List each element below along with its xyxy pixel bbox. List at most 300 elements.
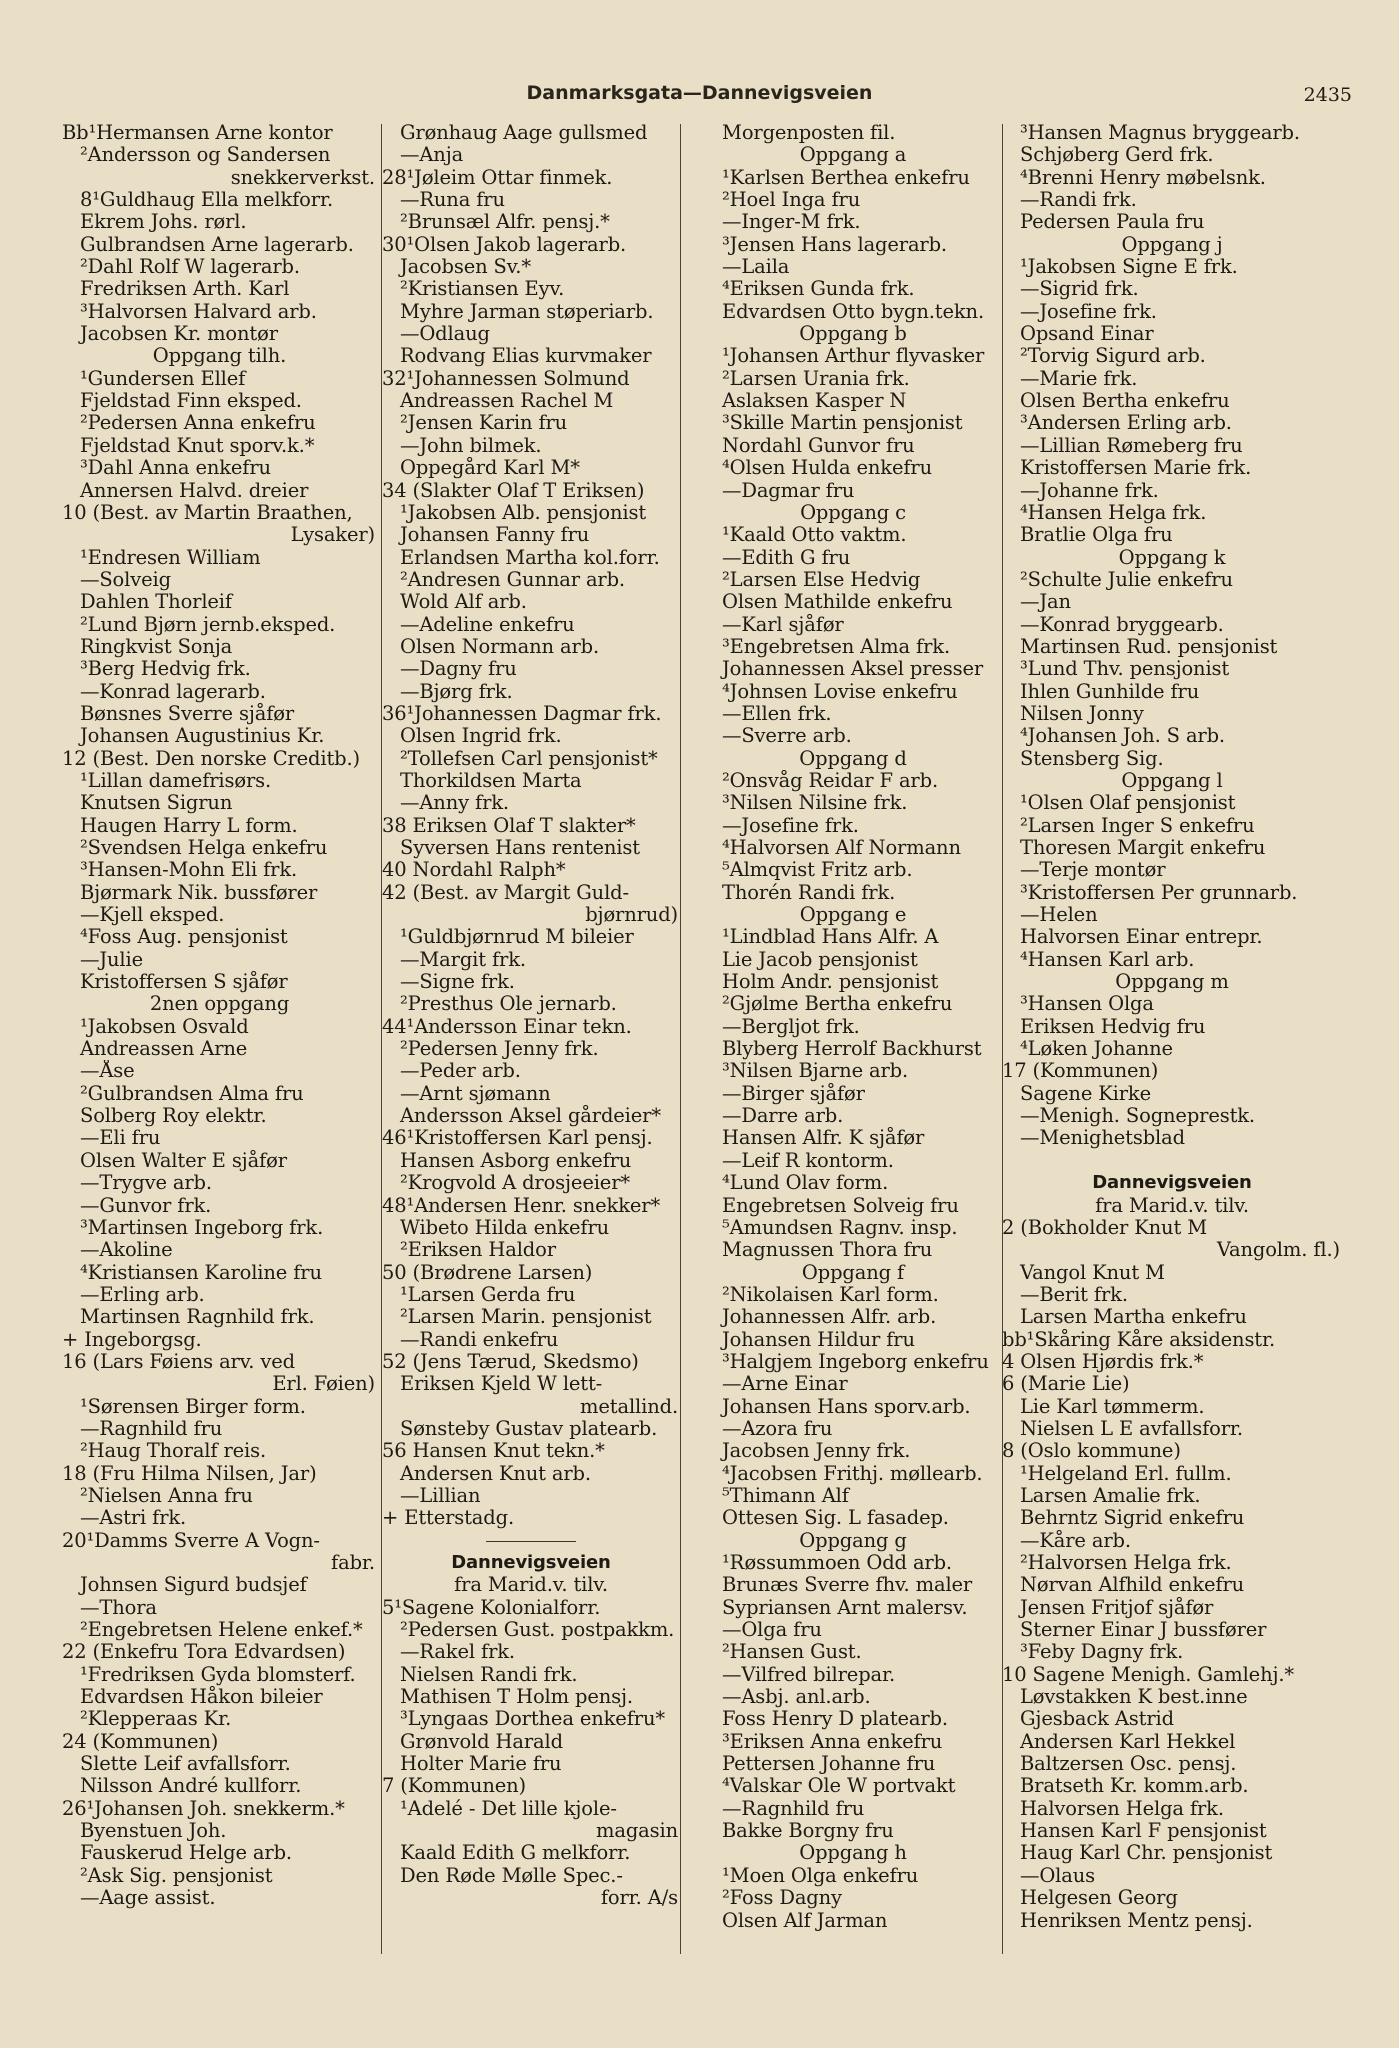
directory-line: ²Andresen Gunnar arb. [400,568,625,591]
directory-line: Halvorsen Helga frk. [1020,1797,1224,1820]
directory-line: ³Halgjem Ingeborg enkefru [722,1350,989,1373]
directory-line [1002,1150,1342,1172]
directory-line: Olsen Normann arb. [400,635,600,658]
section-heading: Oppgang f [801,1261,905,1284]
directory-line: bb¹Skåring Kåre aksidenstr. [1002,1328,1276,1351]
directory-line: Behrntz Sigrid enkefru [1020,1507,1245,1530]
directory-line: 34 (Slakter Olaf T Eriksen) [382,479,645,502]
directory-line: —Olga fru [722,1619,822,1642]
directory-line: 18 (Fru Hilma Nilsen, Jar) [62,1462,317,1485]
directory-line: —Signe frk. [400,971,515,994]
directory-line: —Leif R kontorm. [722,1149,894,1172]
directory-line: Solberg Roy elektr. [80,1105,267,1128]
directory-line: Bakke Borgny fru [722,1820,894,1843]
directory-line: bjørnrud) [585,904,678,927]
directory-line: —Anja [400,144,464,167]
directory-line: —Bjørg frk. [400,680,513,703]
directory-line: —Olaus [1020,1864,1096,1887]
directory-line: —Randi frk. [1020,189,1137,212]
directory-line: ⁵Thimann Alf [722,1484,849,1507]
directory-line: —Konrad lagerarb. [80,680,266,703]
directory-line: —Jan [1020,591,1071,614]
directory-line: ²Larsen Inger S enkefru [1020,814,1255,837]
directory-line: ³Nilsen Nilsine frk. [722,792,908,815]
directory-line: ¹Jakobsen Alb. pensjonist [400,501,647,524]
directory-line: 22 (Enkefru Tora Edvardsen) [62,1641,346,1664]
directory-line: ⁴Løken Johanne [1020,1038,1173,1061]
directory-line: ²Krogvold A drosjeeier* [400,1172,630,1195]
directory-line: Olsen Alf Jarman [722,1909,888,1932]
directory-line: Andersson Aksel gårdeier* [400,1105,661,1128]
directory-line: ⁴Hansen Karl arb. [1020,948,1195,971]
page-title: Danmarksgata—Dannevigsveien [526,82,873,104]
directory-line: —Asbj. anl.arb. [722,1686,871,1709]
column-3 [704,122,1002,1932]
directory-line: ²Lund Bjørn jernb.eksped. [80,613,336,636]
directory-line: Johannessen Alfr. arb. [722,1306,937,1329]
directory-line: Annersen Halvd. dreier [80,479,309,502]
directory-line: ²Kristiansen Eyv. [400,278,565,301]
directory-line: —John bilmek. [400,434,542,457]
directory-line: Stensberg Sig. [1020,747,1164,770]
directory-line: —Peder arb. [400,1060,521,1083]
directory-line: ¹Endresen William [80,546,261,569]
directory-line: 6 (Marie Lie) [1002,1373,1130,1396]
column-divider [680,124,681,1954]
directory-line: ²Nikolaisen Karl form. [722,1283,939,1306]
directory-line: Nordahl Gunvor fru [722,434,915,457]
directory-line: Haugen Harry L form. [80,814,298,837]
directory-line: Oppegård Karl M* [400,457,580,480]
directory-line: Knutsen Sigrun [80,792,233,815]
directory-line: ¹Johansen Arthur flyvasker [722,345,985,368]
directory-line: Larsen Martha enkefru [1020,1306,1247,1329]
directory-line: ⁴Foss Aug. pensjonist [80,926,288,949]
directory-line: 50 (Brødrene Larsen) [382,1261,593,1284]
directory-line: Nørvan Alfhild enkefru [1020,1574,1245,1597]
directory-line: ³Jensen Hans lagerarb. [722,233,947,256]
street-heading: Dannevigsveien [451,1552,611,1573]
directory-line: Johansen Fanny fru [400,524,590,547]
directory-line: Jensen Fritjof sjåfør [1020,1596,1214,1619]
directory-line: Slette Leif avfallsforr. [80,1753,291,1776]
section-heading: Oppgang l [1121,769,1223,792]
directory-line: 44¹Andersson Einar tekn. [382,1015,632,1038]
section-heading: Oppgang tilh. [152,345,287,368]
directory-line: —Azora fru [722,1417,833,1440]
directory-line: ¹Jakobsen Osvald [80,1015,249,1038]
directory-line: 16 (Lars Føiens arv. ved [62,1350,295,1373]
directory-line: Thorkildsen Marta [400,769,582,792]
directory-line: Haug Karl Chr. pensjonist [1020,1842,1273,1865]
directory-line: ²Hoel Inga fru [722,189,861,212]
column-1 [62,122,377,1910]
directory-line: Bønsnes Sverre sjåfør [80,702,295,725]
directory-line: Lie Karl tømmerm. [1020,1395,1205,1418]
directory-line: —Marie frk. [1020,367,1138,390]
directory-line: Sagene Kirke [1020,1082,1151,1105]
directory-line: 40 Nordahl Ralph* [382,859,566,882]
directory-line: ²Brunsæl Alfr. pensj.* [400,211,610,234]
directory-line: —Lillian Rømeberg fru [1020,434,1243,457]
directory-line: —Margit frk. [400,948,526,971]
directory-line: Rodvang Elias kurvmaker [400,345,652,368]
section-heading: Oppgang m [1115,971,1229,994]
directory-line: ³Lyngaas Dorthea enkefru* [400,1708,665,1731]
directory-line: Lysaker) [290,524,375,547]
page-number: 2435 [1303,84,1352,106]
directory-line: —Erling arb. [80,1283,205,1306]
directory-line: Andreassen Arne [80,1038,248,1061]
directory-line: Sterner Einar J bussfører [1020,1619,1267,1642]
directory-line: ⁴Jacobsen Frithj. møllearb. [722,1462,983,1485]
directory-line: Johannessen Aksel presser [722,658,984,681]
directory-line: Syversen Hans rentenist [400,837,640,859]
directory-line: Aslaksen Kasper N [722,390,907,413]
directory-line: ⁴Valskar Ole W portvakt [722,1775,956,1798]
directory-line: 26¹Johansen Joh. snekkerm.* [62,1797,345,1820]
directory-line: ³Hansen-Mohn Eli frk. [80,859,298,882]
directory-line: ⁴Halvorsen Alf Normann [722,837,961,859]
directory-line: ¹Lindblad Hans Alfr. A [722,926,939,949]
directory-line: Myhre Jarman støperiarb. [400,300,654,323]
directory-line: —Kåre arb. [1020,1529,1131,1552]
directory-line: ²Gulbrandsen Alma fru [80,1082,304,1105]
directory-line: 8 (Oslo kommune) [1002,1440,1181,1463]
directory-line: Thorén Randi frk. [722,881,896,904]
directory-line: —Karl sjåfør [722,613,844,636]
directory-line: Olsen Ingrid frk. [400,725,562,748]
directory-line: ²Nielsen Anna fru [80,1484,253,1507]
directory-line: Blyberg Herrolf Backhurst [722,1038,982,1061]
directory-line: ²Onsvåg Reidar F arb. [722,769,938,792]
separator-rule [382,1530,680,1552]
section-heading: Oppgang d [799,747,907,770]
directory-line: Helgesen Georg [1020,1887,1178,1910]
directory-line: —Terje montør [1020,859,1166,882]
directory-line: Hansen Karl F pensjonist [1020,1820,1267,1843]
directory-line: ¹Moen Olga enkefru [722,1864,919,1887]
directory-line: Johansen Augustinius Kr. [80,725,325,748]
directory-line: Andreassen Rachel M [400,390,614,413]
directory-line: ¹Jakobsen Signe E frk. [1020,256,1238,279]
directory-line: ⁴Eriksen Gunda frk. [722,278,915,301]
directory-line: —Kjell eksped. [80,904,225,927]
directory-line: —Aage assist. [80,1887,216,1910]
directory-line: Edvardsen Håkon bileier [80,1686,323,1709]
directory-line: Hansen Asborg enkefru [400,1149,632,1172]
directory-line: ³Andersen Erling arb. [1020,412,1232,435]
directory-line: ²Ask Sig. pensjonist [80,1864,273,1887]
directory-line: Johansen Hans sporv.arb. [722,1395,971,1418]
directory-line: Schjøberg Gerd frk. [1020,144,1214,167]
directory-line: Sypriansen Arnt malersv. [722,1596,968,1619]
directory-line: ³Eriksen Anna enkefru [722,1730,943,1753]
directory-line: ²Larsen Urania frk. [722,367,910,390]
directory-line: —Astri frk. [80,1507,187,1530]
directory-line: Henriksen Mentz pensj. [1020,1909,1253,1932]
directory-line: Olsen Walter E sjåfør [80,1149,287,1172]
directory-line: ²Andersson og Sandersen [80,144,331,167]
directory-line: ³Martinsen Ingeborg frk. [80,1216,324,1239]
directory-line: Opsand Einar [1020,323,1154,346]
directory-line: —Åse [80,1060,135,1083]
directory-line: ⁴Johnsen Lovise enkefru [722,680,958,703]
directory-line: Baltzersen Osc. pensj. [1020,1753,1237,1776]
directory-line: metallind. [580,1395,678,1418]
directory-line: + Ingeborgsg. [62,1328,202,1351]
directory-line: Fauskerud Helge arb. [80,1842,292,1865]
directory-line: ²Halvorsen Helga frk. [1020,1552,1232,1574]
directory-line: Thoresen Margit enkefru [1020,837,1266,859]
directory-line: Bratseth Kr. komm.arb. [1020,1775,1249,1798]
directory-line: —Dagny fru [400,658,517,681]
directory-line: Eriksen Kjeld W lett- [400,1373,603,1396]
directory-line: ²Jensen Karin fru [400,412,568,435]
directory-line: Bratlie Olga fru [1020,524,1173,547]
directory-line: Den Røde Mølle Spec.- [400,1864,623,1887]
directory-line: 2 (Bokholder Knut M [1002,1216,1208,1239]
directory-line: Vangolm. fl.) [1216,1239,1340,1262]
directory-line: Wibeto Hilda enkefru [400,1216,610,1239]
directory-line: Halvorsen Einar entrepr. [1020,926,1263,949]
section-heading: Oppgang c [800,501,906,524]
directory-line: Ihlen Gunhilde fru [1020,680,1200,703]
directory-line: fabr. [331,1552,375,1574]
directory-line: Kristoffersen Marie frk. [1020,457,1252,480]
column-2 [382,122,680,1910]
directory-line: ²Klepperaas Kr. [80,1708,232,1731]
directory-line: Holm Andr. pensjonist [722,971,939,994]
column-4 [1002,122,1342,1932]
directory-line: —Randi enkefru [400,1328,559,1351]
directory-line: —Lillian [400,1484,481,1507]
directory-line: ¹Olsen Olaf pensjonist [1020,792,1236,815]
directory-line: —Helen [1020,904,1098,927]
directory-line: —Anny frk. [400,792,509,815]
directory-line: ²Hansen Gust. [722,1641,862,1664]
directory-line: Eriksen Hedvig fru [1020,1015,1206,1038]
directory-line: Johnsen Sigurd budsjef [80,1574,307,1597]
directory-line: —Darre arb. [722,1105,844,1128]
directory-line: 36¹Johannessen Dagmar frk. [382,702,662,725]
directory-line: ¹Helgeland Erl. fullm. [1020,1462,1232,1485]
directory-line: Erlandsen Martha kol.forr. [400,546,660,569]
section-heading: Oppgang h [799,1842,907,1865]
directory-line: ¹Lillan damefrisørs. [80,769,272,792]
directory-line: ³Berg Hedvig frk. [80,658,251,681]
directory-line: Løvstakken K best.inne [1020,1686,1248,1709]
directory-line: Holter Marie fru [400,1753,562,1776]
directory-line: snekkerverkst. [230,166,375,189]
directory-line: —Arne Einar [722,1373,848,1396]
section-heading: 2nen oppgang [149,993,290,1016]
section-heading: Oppgang j [1121,233,1223,256]
directory-line: 32¹Johannessen Solmund [382,367,630,390]
directory-line: Olsen Bertha enkefru [1020,390,1230,413]
directory-line: —Eli fru [80,1127,161,1150]
directory-line: magasin [596,1820,678,1843]
directory-line: Jacobsen Kr. montør [80,323,278,346]
directory-line: 38 Eriksen Olaf T slakter* [382,814,636,837]
directory-line: Grønvold Harald [400,1730,563,1753]
directory-line: Larsen Amalie frk. [1020,1484,1201,1507]
directory-line: 30¹Olsen Jakob lagerarb. [382,233,627,256]
directory-line: ²Presthus Ole jernarb. [400,993,617,1016]
directory-line: 4 Olsen Hjørdis frk.* [1002,1350,1204,1373]
directory-line: ²Svendsen Helga enkefru [80,837,328,859]
directory-line: ²Dahl Rolf W lagerarb. [80,256,300,279]
directory-line: Nilsen Jonny [1020,702,1144,725]
directory-line: Ottesen Sig. L fasadep. [722,1507,949,1530]
directory-line: Wold Alf arb. [400,591,527,614]
directory-line: 20¹Damms Sverre A Vogn- [62,1529,320,1552]
directory-line: 28¹Jøleim Ottar finmek. [382,166,613,189]
directory-line: —Julie [80,948,143,971]
directory-line: —Solveig [80,568,171,591]
directory-line: 24 (Kommunen) [62,1730,219,1753]
directory-line: ³Hansen Magnus bryggearb. [1020,122,1300,144]
directory-line: ¹Gundersen Ellef [80,367,246,390]
directory-line: —Ragnhild fru [722,1797,865,1820]
directory-line: ²Schulte Julie enkefru [1020,568,1233,591]
section-heading: Oppgang a [799,144,907,167]
directory-line: ³Feby Dagny frk. [1020,1641,1184,1664]
directory-line: Fjeldstad Finn eksped. [80,390,302,413]
directory-line: —Sigrid frk. [1020,278,1139,301]
directory-line: Magnussen Thora fru [722,1239,933,1262]
directory-line: ³Halvorsen Halvard arb. [80,300,317,323]
directory-line: ¹Adelé - Det lille kjole- [400,1797,617,1820]
directory-line: ³Dahl Anna enkefru [80,457,271,480]
directory-line: Fredriksen Arth. Karl [80,278,290,301]
directory-line: Edvardsen Otto bygn.tekn. [722,300,985,323]
directory-line: Gulbrandsen Arne lagerarb. [80,233,354,256]
directory-line: —Ellen frk. [722,702,832,725]
directory-line: —Josefine frk. [722,814,859,837]
directory-line: Andersen Karl Hekkel [1020,1730,1236,1753]
directory-line: ³Lund Thv. pensjonist [1020,658,1230,681]
directory-line: —Adeline enkefru [400,613,575,636]
directory-line: —Johanne frk. [1020,479,1159,502]
directory-line: —Akoline [80,1239,173,1262]
directory-line: —Josefine frk. [1020,300,1157,323]
directory-line: ⁴Brenni Henry møbelsnk. [1020,166,1266,189]
directory-line: Martinsen Ragnhild frk. [80,1306,315,1329]
directory-line: —Vilfred bilrepar. [722,1663,896,1686]
directory-line: ²Tollefsen Carl pensjonist* [400,747,658,770]
directory-line: —Laila [722,256,790,279]
directory-line: Johansen Hildur fru [722,1328,915,1351]
section-heading: Oppgang k [1118,546,1226,569]
directory-line: 12 (Best. Den norske Creditb.) [62,747,360,770]
directory-line: ²Foss Dagny [722,1887,842,1910]
directory-line: ¹Kaald Otto vaktm. [722,524,907,547]
directory-line: Sønsteby Gustav platearb. [400,1417,658,1440]
directory-line: + Etterstadg. [382,1507,514,1530]
section-heading: Oppgang g [799,1529,907,1552]
directory-line: ²Larsen Marin. pensjonist [400,1306,652,1329]
directory-line: Fjeldstad Knut sporv.k.* [80,434,315,457]
directory-line: —Ragnhild fru [80,1417,223,1440]
directory-line: ¹Sørensen Birger form. [80,1395,306,1418]
directory-line: Martinsen Rud. pensjonist [1020,635,1278,658]
directory-line: Vangol Knut M [1020,1261,1165,1284]
directory-line: forr. A/s [600,1887,678,1910]
directory-line: Hansen Alfr. K sjåfør [722,1127,925,1150]
directory-line: —Dagmar fru [722,479,855,502]
directory-line: ¹Guldbjørnrud M bileier [400,926,634,949]
directory-line: ²Engebretsen Helene enkef.* [80,1619,363,1642]
directory-line: —Trygve arb. [80,1172,212,1195]
directory-line: 17 (Kommunen) [1002,1060,1159,1083]
directory-line: ³Nilsen Bjarne arb. [722,1060,909,1083]
directory-line: —Odlaug [400,323,490,346]
directory-line: —Rakel frk. [400,1641,515,1664]
directory-line: Nielsen Randi frk. [400,1663,578,1686]
directory-line: Ekrem Johs. rørl. [80,211,247,234]
directory-line: Jacobsen Jenny frk. [722,1440,911,1463]
directory-line: —Arnt sjømann [400,1082,551,1105]
directory-line: 8¹Guldhaug Ella melkforr. [80,189,334,212]
directory-line: —Runa fru [400,189,505,212]
directory-line: Byenstuen Joh. [80,1820,227,1843]
directory-line: —Konrad bryggearb. [1020,613,1224,636]
directory-line: —Berit frk. [1020,1283,1128,1306]
section-heading: fra Marid.v. tilv. [1095,1194,1249,1217]
directory-line: Jacobsen Sv.* [400,256,531,279]
directory-line: ³Kristoffersen Per grunnarb. [1020,881,1298,904]
directory-line: ⁴Hansen Helga frk. [1020,501,1207,524]
directory-line: Ringkvist Sonja [80,635,233,658]
directory-line: Grønhaug Aage gullsmed [400,122,648,144]
section-heading: Oppgang e [799,904,907,927]
directory-line: ²Pedersen Anna enkefru [80,412,316,435]
directory-line: ¹Larsen Gerda fru [400,1283,576,1306]
directory-line: 56 Hansen Knut tekn.* [382,1440,605,1463]
directory-line: ⁴Johansen Joh. S arb. [1020,725,1225,748]
directory-line: Mathisen T Holm pensj. [400,1686,633,1709]
directory-line: ²Larsen Else Hedvig [722,568,921,591]
directory-line: Nielsen L E avfallsforr. [1020,1417,1243,1440]
directory-line: Olsen Mathilde enkefru [722,591,953,614]
directory-line: 48¹Andersen Henr. snekker* [382,1194,661,1217]
directory-line: Brunæs Sverre fhv. maler [722,1574,973,1597]
directory-line: ²Gjølme Bertha enkefru [722,993,953,1016]
directory-line: Dahlen Thorleif [80,591,232,614]
directory-line: 10 (Best. av Martin Braathen, [62,501,353,524]
directory-line: Bb¹Hermansen Arne kontor [62,122,333,144]
directory-line: Pedersen Paula fru [1020,211,1205,234]
directory-line: Gjesback Astrid [1020,1708,1174,1731]
directory-line: ⁵Almqvist Fritz arb. [722,859,913,882]
section-heading: fra Marid.v. tilv. [454,1574,608,1597]
directory-line: —Inger-M frk. [722,211,861,234]
directory-line: ⁴Kristiansen Karoline fru [80,1261,322,1284]
street-heading: Dannevigsveien [1092,1172,1252,1194]
directory-line: ²Pedersen Gust. postpakkm. [400,1619,675,1642]
directory-line: ³Hansen Olga [1020,993,1154,1016]
directory-line: Andersen Knut arb. [400,1462,591,1485]
directory-line: ⁵Amundsen Ragnv. insp. [722,1216,958,1239]
directory-line: ⁴Olsen Hulda enkefru [722,457,933,480]
directory-line: —Gunvor frk. [80,1194,212,1217]
directory-line: 7 (Kommunen) [382,1775,527,1798]
directory-line: ²Pedersen Jenny frk. [400,1038,599,1061]
directory-line: Pettersen Johanne fru [722,1753,936,1776]
directory-line: ³Engebretsen Alma frk. [722,635,951,658]
directory-line: —Bergljot frk. [722,1015,860,1038]
